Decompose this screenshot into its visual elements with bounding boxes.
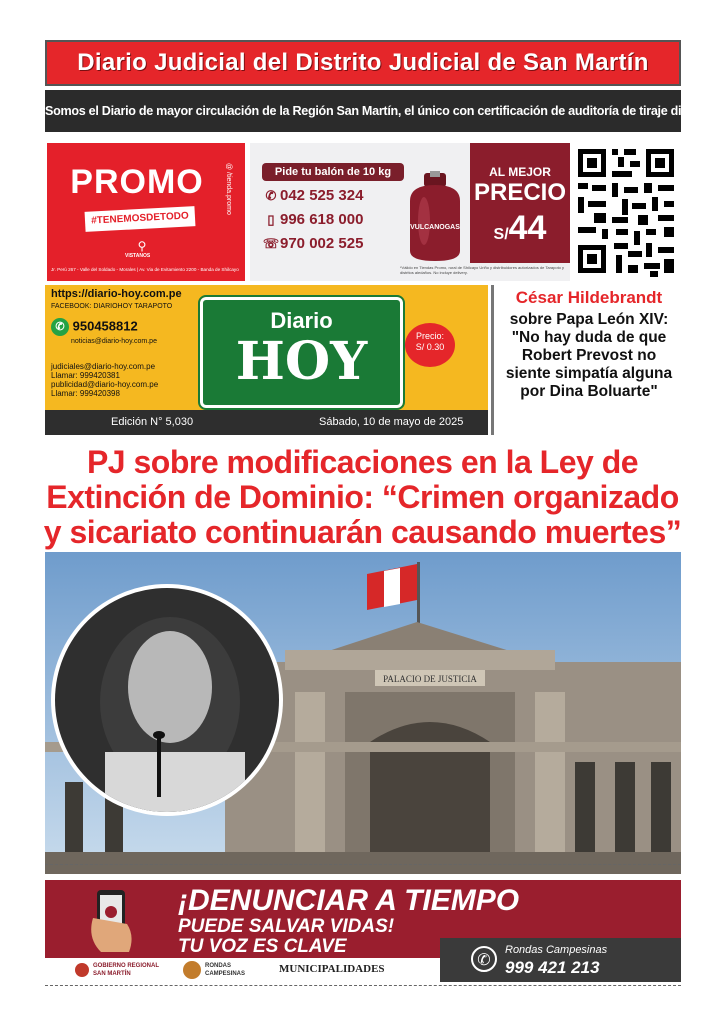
main-story-photo <box>45 552 681 874</box>
divider <box>45 985 681 986</box>
svg-text:PALACIO DE JUSTICIA: PALACIO DE JUSTICIA <box>383 674 477 684</box>
website-link[interactable]: https://diario-hoy.com.pe <box>51 288 182 300</box>
logo-diario-text: Diario <box>270 308 333 333</box>
qr-code[interactable] <box>572 143 680 281</box>
logo-hoy-text: HOY <box>235 331 368 392</box>
masthead <box>45 285 488 410</box>
newspaper-banner-title: Diario Judicial del Distrito Judicial de San Martín <box>45 40 681 86</box>
whatsapp-icon: ✆ <box>51 318 69 336</box>
sidebar-story[interactable] <box>491 285 681 435</box>
smartphone-hand-icon <box>83 888 143 954</box>
logo-rondas: RONDAS CAMPESINAS <box>205 963 246 977</box>
gas-tank-image <box>402 171 468 263</box>
phone-line-2: Llamar: 999420398 <box>51 389 120 398</box>
ad-line-3: TU VOZ ES CLAVE <box>178 936 347 957</box>
price-value: S/ 0.30 <box>415 342 445 352</box>
edition-bar <box>45 410 488 435</box>
promo-ad-tag: #TENEMOSDETODO <box>85 206 196 232</box>
gas-phone-1[interactable]: ✆ 042 525 324 <box>262 187 412 205</box>
gas-price: S/44 <box>493 209 547 247</box>
gobierno-regional-logo-icon <box>75 963 89 977</box>
phone-line-1: Llamar: 999420381 <box>51 371 120 380</box>
sponsor-logos <box>45 958 440 982</box>
vulcanogas-ad[interactable] <box>250 143 570 281</box>
price-label: Precio: <box>415 331 444 341</box>
phone-icon: ✆ <box>265 188 277 203</box>
location-pin-icon: ⚲ <box>137 239 147 253</box>
rondas-phone[interactable]: 999 421 213 <box>505 958 600 977</box>
mobile-icon: ▯ <box>267 212 275 227</box>
promo-ad-handle: @ /tienda.promo <box>225 163 232 215</box>
whatsapp-icon: ☏ <box>262 236 280 251</box>
promo-ad-title: PROMO <box>70 163 204 201</box>
logo-gobierno-regional: GOBIERNO REGIONAL SAN MARTÍN <box>93 963 159 977</box>
logo-municipalidades: MUNICIPALIDADES <box>279 963 385 975</box>
gas-tank-brand: VULCANOGAS <box>410 224 460 231</box>
gas-phone-3[interactable]: ☏970 002 525 <box>262 235 364 252</box>
phone-icon: ✆ <box>471 946 497 972</box>
gas-ad-header: Pide tu balón de 10 kg <box>262 163 404 181</box>
edition-date: Sábado, 10 de mayo de 2025 <box>319 416 464 428</box>
sidebar-story-headline: César Hildebrandt <box>515 288 663 307</box>
rondas-logo-icon <box>183 961 201 979</box>
news-email[interactable]: noticias@diario-hoy.com.pe <box>71 338 157 345</box>
ad-line-2: PUEDE SALVAR VIDAS! <box>178 916 395 937</box>
main-headline[interactable]: PJ sobre modificaciones en la Ley de Extinción de Dominio: “Crimen organizado y sicariato continuarán causando muertes” <box>43 444 682 550</box>
ad-line-1: ¡DENUNCIAR A TIEMPO <box>178 884 520 917</box>
gas-price-panel <box>470 143 570 263</box>
ads-email[interactable]: publicidad@diario-hoy.com.pe <box>51 380 159 389</box>
gas-best-label: AL MEJOR <box>489 165 551 179</box>
gas-precio-label: PRECIO <box>473 179 566 206</box>
divider <box>45 864 681 865</box>
promo-ad[interactable] <box>47 143 245 281</box>
price-badge <box>405 323 455 367</box>
whatsapp-contact[interactable]: ✆ 950458812 <box>51 318 138 336</box>
diario-hoy-logo <box>200 297 403 408</box>
newspaper-tagline: Somos el Diario de mayor circulación de la Región San Martín, el único con certificación de auditoría de tiraje diario <box>45 90 681 132</box>
promo-ad-address: Jr. Perú 267 - Valle del Soldado - Morales | Av. Via de Evitamiento 2200 - Banda de Shilcayo <box>51 267 239 272</box>
denuncia-ad[interactable] <box>45 880 681 982</box>
gas-ad-footnote: *Válido en Tiendas Promo, rural de Shilcayo Uriño y distribuidores autorizados de Tarapoto y distritos aledaños. No incluye delivery. <box>400 265 565 275</box>
judicial-email[interactable]: judiciales@diario-hoy.com.pe <box>51 362 156 371</box>
rondas-label: Rondas Campesinas <box>505 944 608 956</box>
promo-ad-brand: VISTANOS <box>125 253 151 259</box>
edition-number: Edición N° 5,030 <box>111 416 194 428</box>
gas-phone-2[interactable]: ▯ 996 618 000 <box>262 211 412 229</box>
facebook-label: FACEBOOK: DIARIOHOY TARAPOTO <box>51 303 173 310</box>
sidebar-story-body: sobre Papa León XIV: "No hay duda de que Robert Prevost no siente simpatía alguna por Dina Boluarte" <box>505 311 673 400</box>
